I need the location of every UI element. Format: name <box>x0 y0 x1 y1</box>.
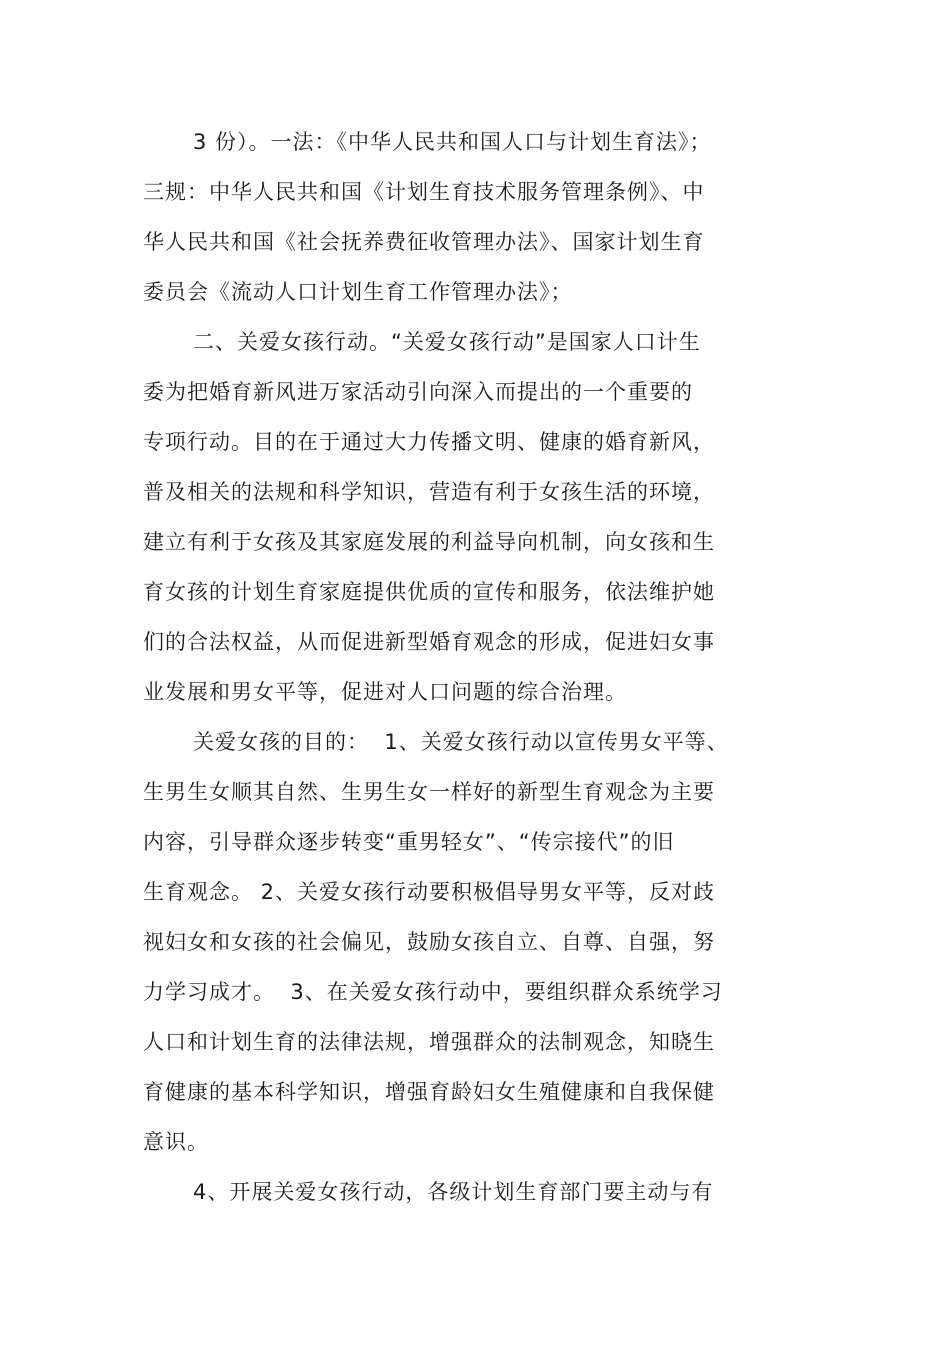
text-line: 力学习成才。 3、在关爱女孩行动中，要组织群众系统学习 <box>143 980 723 1004</box>
text-line: 委为把婚育新风进万家活动引向深入而提出的一个重要的 <box>143 380 693 404</box>
text-line: 视妇女和女孩的社会偏见，鼓励女孩自立、自尊、自强，努 <box>143 930 715 954</box>
text-line: 内容，引导群众逐步转变“重男轻女”、“传宗接代”的旧 <box>143 830 675 854</box>
text-line: 二、关爱女孩行动。“关爱女孩行动”是国家人口计生 <box>193 330 701 354</box>
text-line: 育健康的基本科学知识，增强育龄妇女生殖健康和自我保健 <box>143 1080 715 1104</box>
text-line: 意识。 <box>143 1130 209 1154</box>
text-line: 关爱女孩的目的： 1、关爱女孩行动以宣传男女平等、 <box>193 730 729 754</box>
text-line: 普及相关的法规和科学知识，营造有利于女孩生活的环境， <box>143 480 715 504</box>
text-line: 专项行动。目的在于通过大力传播文明、健康的婚育新风， <box>143 430 715 454</box>
text-line: 委员会《流动人口计划生育工作管理办法》； <box>143 280 573 304</box>
text-line: 生男生女顺其自然、生男生女一样好的新型生育观念为主要 <box>143 780 715 804</box>
text-line: 华人民共和国《社会抚养费征收管理办法》、国家计划生育 <box>143 230 705 254</box>
text-line: 业发展和男女平等，促进对人口问题的综合治理。 <box>143 680 627 704</box>
text-line: 建立有利于女孩及其家庭发展的利益导向机制，向女孩和生 <box>143 530 715 554</box>
text-line: 4、开展关爱女孩行动，各级计划生育部门要主动与有 <box>193 1180 714 1204</box>
text-line: 人口和计划生育的法律法规，增强群众的法制观念，知晓生 <box>143 1030 715 1054</box>
text-line: 三规：中华人民共和国《计划生育技术服务管理条例》、中 <box>143 180 705 204</box>
text-line: 育女孩的计划生育家庭提供优质的宣传和服务，依法维护她 <box>143 580 715 604</box>
text-line: 3 份）。一法：《中华人民共和国人口与计划生育法》； <box>193 130 712 154</box>
text-line: 生育观念。 2、关爱女孩行动要积极倡导男女平等，反对歧 <box>143 880 716 904</box>
text-line: 们的合法权益，从而促进新型婚育观念的形成，促进妇女事 <box>143 630 715 654</box>
